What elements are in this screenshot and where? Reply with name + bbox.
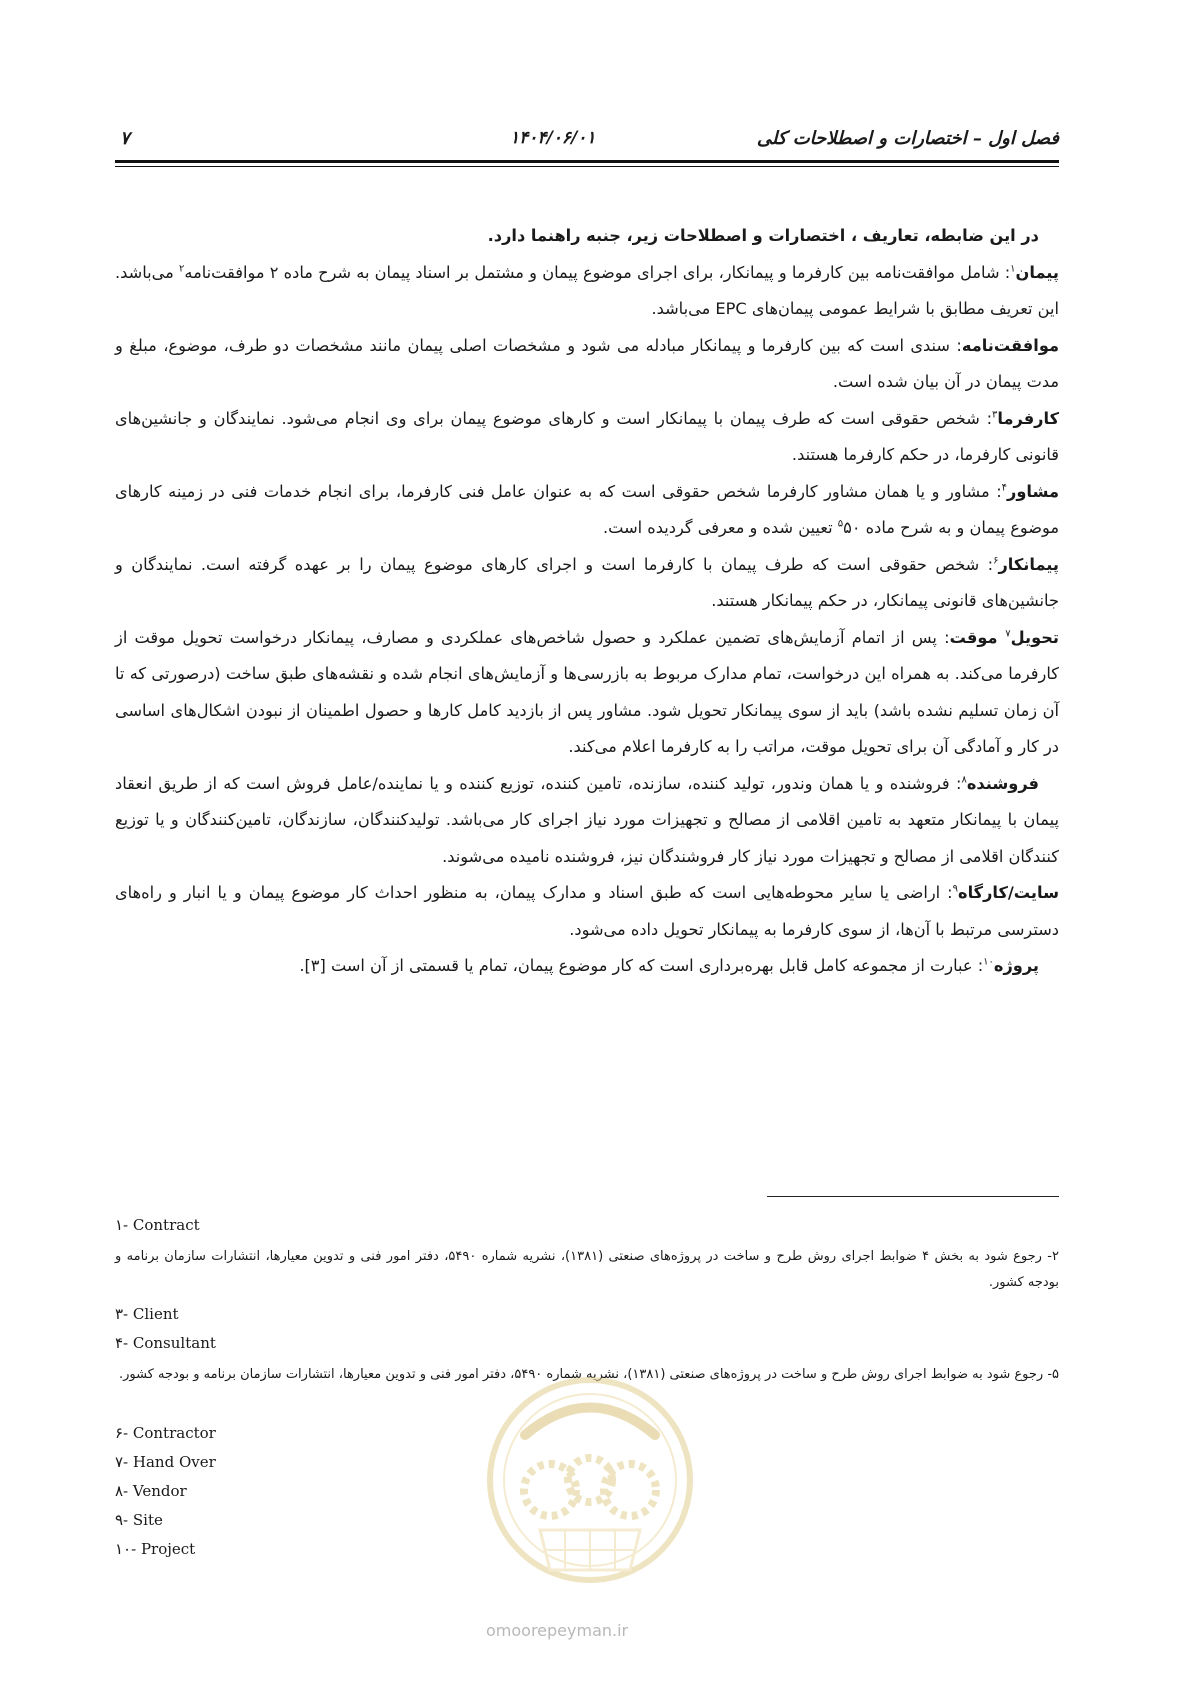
definition-text: سندی است که بین کارفرما و پیمانکار مبادله می شود و مشخصات اصلی پیمان مانند مشخصات دو طرف، موضوع، مبلغ و مدت پیمان در آن بیان شده است. (115, 335, 1059, 391)
definition-text: اراضی یا سایر محوطه‌هایی است که طبق اسناد و مدارک پیمان، به منظور احداث کار موضوع پیمان و یا انبار و راه‌های دسترسی مرتبط با آن‌ها، از سوی کارفرما به پیمانکار تحویل داده می‌شود. (115, 883, 1059, 939)
watermark-logo-icon (480, 1340, 700, 1620)
footnote-2: ۲- رجوع شود به بخش ۴ ضوابط اجرای روش طرح و ساخت در پروژه‌های صنعتی (۱۳۸۱)، نشریه شماره ۵۴۹۰، دفتر امور فنی و تدوین معیارها، انتشارات سازمان برنامه و بودجه کشور. (115, 1249, 1059, 1290)
header-date: ۱۴۰۴/۰۶/۰۱ (510, 128, 596, 148)
page-number: ۷ (120, 128, 130, 149)
definition-moshaver: مشاور$^۴$: مشاور و یا همان مشاور کارفرما شخص حقوقی است که به عنوان عامل فنی کارفرما، برای انجام خدمات فنی در زمینه کارهای موضوع پیمان و به شرح ماده $^۵$۵۰ تعیین شده و معرفی گردیده است. (115, 481, 1059, 537)
footnote-5: ۵- رجوع شود به ضوابط اجرای روش طرح و ساخت در پروژه‌های صنعتی (۱۳۸۱)، نشریه شماره ۵۴۹۰، دفتر امور فنی و تدوین معیارها، انتشارات سازمان برنامه و بودجه کشور. (118, 1367, 1059, 1382)
chapter-title: فصل اول – اختصارات و اصطلاحات کلی (756, 128, 1059, 149)
definition-term: موافقت‌نامه (961, 335, 1059, 355)
footnote-8: ۸- Vendor (115, 1482, 187, 1500)
footnote-ref: ۵ (837, 518, 844, 530)
document-body (115, 218, 1059, 985)
header-rule-thin (115, 166, 1059, 167)
definition-text: شخص حقوقی است که طرف پیمان با کارفرما است و اجرای کارهای موضوع پیمان را بر عهده گرفته است. نمایندگان و جانشین‌های قانونی پیمانکار، در حکم پیمانکار هستند. (115, 554, 1059, 610)
definition-term: کارفرما (997, 408, 1059, 428)
definition-text: فروشنده و یا همان وندور، تولید کننده، سازنده، تامین کننده، توزیع کننده و یا نماینده/عامل فروش است که از طریق انعقاد پیمان با پیمانکار متعهد به تامین اقلامی از مصالح و تجهیزات مورد نیاز اجرای کار می‌باشد. تولیدکنندگان، سازندگان، تامین‌کنندگان و یا توزیع کنندگان اقلامی از مصالح و تجهیزات مورد نیاز کار فروشندگان نیز، فروشنده نامیده می‌شوند. (115, 773, 1059, 866)
footnote-ref: ۱۰ (983, 956, 994, 968)
definition-term: تحویل (1010, 627, 1060, 647)
footnote-ref: ۷ (1005, 628, 1011, 640)
footnote-10: ۱۰- Project (115, 1540, 196, 1558)
definition-term: پیمانکار (998, 554, 1059, 574)
footnote-ref: ۱ (1010, 263, 1016, 275)
footnote-ref: ۸ (961, 774, 967, 786)
definition-term-cont: موقت (949, 627, 1006, 647)
footnote-4: ۴- Consultant (115, 1334, 216, 1352)
definition-term: پیمان (1015, 262, 1059, 282)
footnote-separator (767, 1196, 1059, 1197)
definition-text: مشاور و یا همان مشاور کارفرما شخص حقوقی است که به عنوان عامل فنی کارفرما، برای انجام خدمات فنی در زمینه کارهای موضوع پیمان و به شرح ماده (115, 481, 1059, 537)
footnote-1: ۱- Contract (115, 1216, 200, 1234)
definition-karfarma: کارفرما$^۳$: شخص حقوقی است که طرف پیمان با پیمانکار است و کارهای موضوع پیمان برای وی انجام می‌شود. نمایندگان و جانشین‌های قانونی کارفرما، در حکم کارفرما هستند. (115, 408, 1059, 464)
footnote-ref: ۴ (1001, 482, 1008, 494)
header-rule-thick (115, 160, 1059, 163)
definition-text-cont: ۵۰ تعیین شده و معرفی گردیده است. (603, 518, 861, 537)
definition-term: مشاور (1007, 481, 1059, 501)
footnote-7: ۷- Hand Over (115, 1453, 216, 1471)
watermark-url: omoorepeyman.ir (486, 1621, 629, 1640)
page-header (115, 128, 1059, 154)
definition-site: سایت/کارگاه$^۹$: اراضی یا سایر محوطه‌هایی است که طبق اسناد و مدارک پیمان، به منظور احداث کار موضوع پیمان و یا انبار و راه‌های دسترسی مرتبط با آن‌ها، از سوی کارفرما به پیمانکار تحویل داده می‌شود. (115, 883, 1059, 939)
footnote-9: ۹- Site (115, 1511, 163, 1529)
footnote-6: ۶- Contractor (115, 1424, 216, 1442)
definition-tahvil-movaghat: تحویل$^۷$ موقت: پس از اتمام آزمایش‌های تضمین عملکرد و حصول شاخص‌های عملکردی و مصارف، پیمانکار درخواست تحویل موقت از کارفرما می‌کند. به همراه این درخواست، تمام مدارک مربوط به بازرسی‌ها و آزمایش‌های انجام شده و نقشه‌های طبق ساخت (درصورتی که تا آن زمان تسلیم نشده باشد) باید از سوی پیمانکار تحویل شود. مشاور پس از بازدید کامل کارها و حصول اطمینان از نبودن اشکال‌های اساسی در کار و آمادگی آن برای تحویل موقت، مراتب را به کارفرما اعلام می‌کند. (115, 627, 1060, 756)
definition-text: پس از اتمام آزمایش‌های تضمین عملکرد و حصول شاخص‌های عملکردی و مصارف، پیمانکار درخواست تحویل موقت از کارفرما می‌کند. به همراه این درخواست، تمام مدارک مربوط به بازرسی‌ها و آزمایش‌های انجام شده و نقشه‌های طبق ساخت (درصورتی که تا آن زمان تسلیم نشده باشد) باید از سوی پیمانکار تحویل شود. مشاور پس از بازدید کامل کارها و حصول اطمینان از نبودن اشکال‌های اساسی در کار و آمادگی آن برای تحویل موقت، مراتب را به کارفرما اعلام می‌کند. (115, 627, 1059, 756)
footnote-3: ۳- Client (115, 1305, 179, 1323)
footnote-ref: ۶ (993, 555, 999, 567)
footnote-ref: ۳ (992, 409, 998, 421)
definition-forooshande: فروشنده$^۸$: فروشنده و یا همان وندور، تولید کننده، سازنده، تامین کننده، توزیع کننده و یا نماینده/عامل فروش است که از طریق انعقاد پیمان با پیمانکار متعهد به تامین اقلامی از مصالح و تجهیزات مورد نیاز اجرای کار می‌باشد. تولیدکنندگان، سازندگان، تامین‌کنندگان و یا توزیع کنندگان اقلامی از مصالح و تجهیزات مورد نیاز کار فروشندگان نیز، فروشنده نامیده می‌شوند. (115, 773, 1059, 866)
definition-term: پروژه (993, 956, 1039, 975)
definition-project: پروژه$^{۱۰}$: عبارت از مجموعه کامل قابل بهره‌برداری است که کار موضوع پیمان، تمام یا قسمتی از آن است [۳]. (299, 956, 1039, 975)
definition-term: فروشنده (966, 773, 1039, 793)
footnote-ref: ۹ (952, 883, 959, 895)
definition-movafeghatname: موافقت‌نامه: سندی است که بین کارفرما و پیمانکار مبادله می شود و مشخصات اصلی پیمان مانند مشخصات دو طرف، موضوع، مبلغ و مدت پیمان در آن بیان شده است. (115, 335, 1059, 391)
footnote-ref: ۲ (179, 263, 185, 275)
definition-term: سایت/کارگاه (958, 883, 1059, 902)
intro-paragraph: در این ضابطه، تعاریف ، اختصارات و اصطلاحات زیر، جنبه راهنما دارد. (487, 226, 1039, 245)
definition-peymankar: پیمانکار$^۶$: شخص حقوقی است که طرف پیمان با کارفرما است و اجرای کارهای موضوع پیمان را بر عهده گرفته است. نمایندگان و جانشین‌های قانونی پیمانکار، در حکم پیمانکار هستند. (115, 554, 1059, 610)
definition-text: شامل موافقت‌نامه بین کارفرما و پیمانکار، برای اجرای موضوع پیمان و مشتمل بر اسناد پیمان به شرح ماده ۲ موافقت‌نامه (184, 262, 1000, 282)
definition-text-cont: می‌باشد. این تعریف مطابق با شرایط عمومی پیمان‌های EPC می‌باشد. (115, 262, 1059, 318)
definition-peyman: پیمان$^۱$: شامل موافقت‌نامه بین کارفرما و پیمانکار، برای اجرای موضوع پیمان و مشتمل بر اسناد پیمان به شرح ماده ۲ موافقت‌نامه$^۲$ می‌باشد. این تعریف مطابق با شرایط عمومی پیمان‌های EPC می‌باشد. (115, 262, 1059, 318)
definition-text: عبارت از مجموعه کامل قابل بهره‌برداری است که کار موضوع پیمان، تمام یا قسمتی از آن است [۳]. (299, 956, 973, 975)
definition-text: شخص حقوقی است که طرف پیمان با پیمانکار است و کارهای موضوع پیمان برای وی انجام می‌شود. نمایندگان و جانشین‌های قانونی کارفرما، در حکم کارفرما هستند. (115, 408, 1059, 464)
